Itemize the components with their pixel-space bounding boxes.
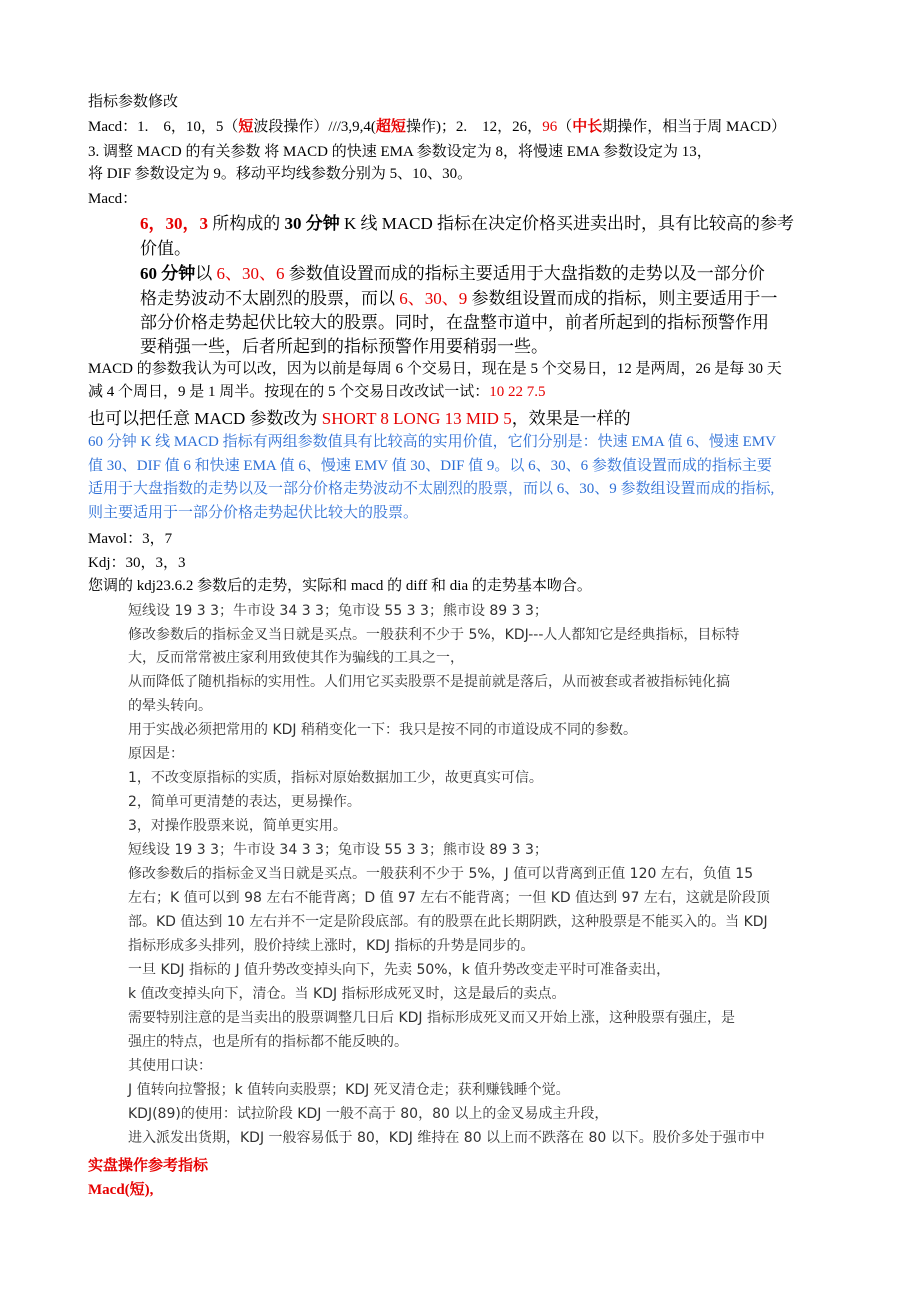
kdj-body-line: 进入派发出货期，KDJ 一般容易低于 80，KDJ 维持在 80 以上而不跌落在 80 以下。股价多处于强市中: [128, 1130, 765, 1146]
section-title: 实盘操作参考指标: [88, 1158, 209, 1174]
kdj-body-line: 1，不改变原指标的实质，指标对原始数据加工少，故更真实可信。: [128, 770, 543, 786]
kdj-body-line: 修改参数后的指标金叉当日就是买点。一般获利不少于 5%，J 值可以背离到正值 120 左右，负值 15: [128, 866, 754, 882]
kdj-note: 您调的 kdj23.6.2 参数后的走势，实际和 macd 的 diff 和 dia 的走势基本吻合。: [88, 578, 592, 594]
kdj-body-line: 左右；K 值可以到 98 左右不能背离；D 值 97 左右不能背离；一但 KD 值达到 97 左右，这就是阶段顶: [128, 890, 770, 906]
kdj-body-line: 原因是：: [128, 746, 184, 762]
kdj-body-line: 指标形成多头排列，股价持续上涨时，KDJ 指标的升势是同步的。: [128, 938, 535, 954]
trial-params: 10 22 7.5: [489, 384, 546, 400]
doc-title: 指标参数修改: [88, 94, 179, 110]
ultra-short-highlight: 超短: [375, 119, 406, 135]
short-wave-highlight: 短: [238, 119, 254, 135]
paragraph-trading-days: MACD 的参数我认为可以改，因为以前是每周 6 个交易日，现在是 5 个交易日，12 是两周，26 是每 30 天: [88, 361, 782, 377]
macd-adjust-line-2: 将 DIF 参数设定为 9。移动平均线参数分别为 5、10、30。: [88, 166, 473, 182]
mid-long-highlight: 中长: [572, 119, 603, 135]
kdj-body-line: 大，反而常常被庄家利用致使其作为骗线的工具之一，: [128, 650, 464, 666]
kdj-body-line: 3，对操作股票来说，简单更实用。: [128, 818, 347, 834]
kdj-body-line: 的晕头转向。: [128, 698, 212, 714]
macd-adjust-line: 3. 调整 MACD 的有关参数 将 MACD 的快速 EMA 参数设定为 8，将慢速 EMA 参数设定为 13，: [88, 144, 712, 160]
kdj-body-line: 从而降低了随机指标的实用性。人们用它买卖股票不是提前就是落后，从而被套或者被指标钝化搞: [128, 674, 730, 690]
kdj-body-line: 其使用口诀：: [128, 1058, 212, 1074]
kdj-body-line: KDJ(89)的使用：试拉阶段 KDJ 一般不高于 80，80 以上的金叉易成主升段，: [128, 1106, 609, 1122]
kdj-body-line: 短线设 19 3 3；牛市设 34 3 3；兔市设 55 3 3；熊市设 89 3 3；: [128, 842, 548, 858]
kdj-body-line: 短线设 19 3 3；牛市设 34 3 3；兔市设 55 3 3；熊市设 89 3 3；: [128, 603, 548, 619]
macd-params-line: Macd：1. 6，10，5（短波段操作）///3,9,4(超短操作)；2. 12，26，96（中长期操作，相当于周 MACD）: [88, 119, 786, 135]
paragraph-short-long-mid: 也可以把任意 MACD 参数改为 SHORT 8 LONG 13 MID 5，效果是一样的: [88, 409, 631, 428]
kdj-body-line: 部。KD 值达到 10 左右并不一定是阶段底部。有的股票在此长期阴跌，这种股票是不能买入的。当 KDJ: [128, 914, 768, 930]
kdj-params: Kdj：30，3，3: [88, 555, 186, 571]
paragraph-60min: 60 分钟以 6、30、6 参数值设置而成的指标主要适用于大盘指数的走势以及一部分价: [140, 264, 765, 283]
kdj-body-line: 需要特别注意的是当卖出的股票调整几日后 KDJ 指标形成死叉而又开始上涨，这种股票有强庄，是: [128, 1010, 735, 1026]
kdj-body-line: 强庄的特点，也是所有的指标都不能反映的。: [128, 1034, 408, 1050]
mavol-params: Mavol：3，7: [88, 531, 173, 547]
kdj-body-line: J 值转向拉警报；k 值转向卖股票；KDJ 死叉清仓走；获利赚钱睡个觉。: [128, 1082, 570, 1098]
kdj-body-line: k 值改变掉头向下，清仓。当 KDJ 指标形成死叉时，这是最后的卖点。: [128, 986, 566, 1002]
macd-label: Macd：: [88, 191, 138, 207]
kdj-body-line: 2，简单可更清楚的表达，更易操作。: [128, 794, 361, 810]
kdj-body-line: 修改参数后的指标金叉当日就是买点。一般获利不少于 5%，KDJ---人人都知它是经典指标，目标特: [128, 627, 740, 643]
kdj-body-line: 一旦 KDJ 指标的 J 值升势改变掉头向下，先卖 50%，k 值升势改变走平时可准备卖出，: [128, 962, 671, 978]
section-subtitle: Macd(短),: [88, 1182, 154, 1198]
param-96-highlight: 96: [542, 119, 558, 135]
paragraph-30min: 6，30，3 所构成的 30 分钟 K 线 MACD 指标在决定价格买进卖出时，具有比较高的参考: [140, 214, 795, 233]
kdj-body-line: 用于实战必须把常用的 KDJ 稍稍变化一下：我只是按不同的市道设成不同的参数。: [128, 722, 637, 738]
